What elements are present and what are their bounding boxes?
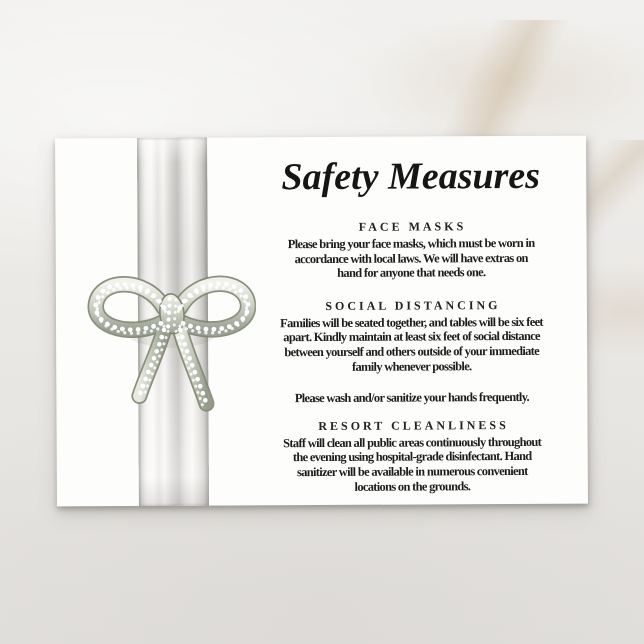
section-body-social-distancing: Families will be seated together, and tables will be six feet apart. Kindly maintain at least six feet of social distance between yourself and others outside of your immediate family whenever possible. <box>280 314 543 374</box>
diamond-bow-icon <box>84 273 257 424</box>
section-body-resort-cleanliness: Staff will clean all public areas continuously throughout the evening using hospital-grade disinfectant. Hand sanitizer will be available in numerous convenient locations on the grounds. <box>283 434 542 494</box>
section-face-masks <box>235 220 586 282</box>
section-social-distancing <box>236 298 587 374</box>
safety-card <box>55 136 588 507</box>
section-heading-social-distancing: SOCIAL DISTANCING <box>325 297 501 313</box>
card-title: Safety Measures <box>281 154 541 199</box>
section-heading-face-masks: FACE MASKS <box>358 219 467 234</box>
section-heading-resort-cleanliness: RESORT CLEANLINESS <box>318 417 509 433</box>
section-resort-cleanliness <box>237 418 588 494</box>
hygiene-note: Please wash and/or sanitize your hands frequently. <box>294 390 530 406</box>
section-body-face-masks: Please bring your face masks, which must be worn in accordance with local laws. We will have extras on hand for anyone that needs one. <box>287 235 535 281</box>
card-content <box>235 142 588 495</box>
